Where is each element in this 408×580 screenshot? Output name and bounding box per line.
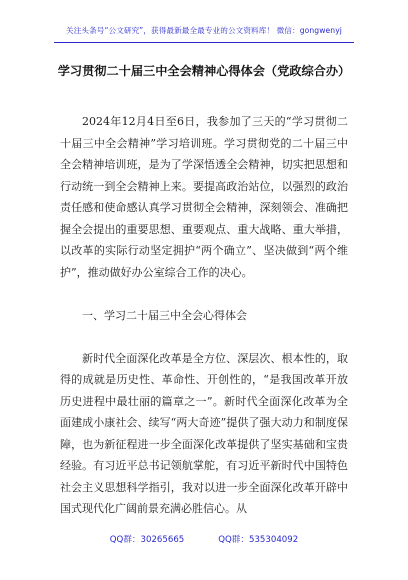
section-heading-1: 一、学习二十届三中全会心得体会: [82, 308, 247, 322]
header-divider: [54, 42, 354, 43]
intro-paragraph: 2024年12月4日至6日，我参加了三天的“学习贯彻二十届三中全会精神”学习培训班。学习贯彻党的二十届三中全会精神培训班，是为了学深悟透全会精神，切实把思想和行动统一到全会精神上来。要提高政治站位，以强烈的政治责任感和使命感认真学习贯彻全会精神，深刻领会、准确把握全会提出的重要思想、重要观点、重大战略、重大举措，以改革的实际行动坚定拥护“两个确立”、坚决做到“两个维护”，推动做好办公室综合工作的决心。: [60, 115, 348, 279]
footer-qq-group-left: QQ群：30265665: [109, 535, 185, 545]
footer-contact: [0, 533, 408, 545]
section-paragraph: 新时代全面深化改革是全方位、深层次、根本性的，取得的成就是历史性、革命性、开创性的，“是我国改革开放历史进程中最壮丽的篇章之一”。新时代全面深化改革为全面建成小康社会、续写“两大奇迹”提供了强大动力和制度保障，也为新征程进一步全面深化改革提供了坚实基础和宝贵经验。有习近平总书记领航掌舵，有习近平新时代中国特色社会主义思想科学指引，我对以进一步全面深化改革开辟中国式现代化广阔前景充满必胜信心。从: [60, 351, 348, 515]
footer-qq-group-right: QQ群：535304092: [218, 535, 299, 545]
header-banner: 关注头条号“公文研究”，获得最新最全最专业的公文资料库！ 微信：gongwenyj: [66, 26, 342, 35]
document-body: [60, 111, 348, 520]
document-title: 学习贯彻二十届三中全会精神心得体会（党政综合办）: [57, 64, 351, 78]
